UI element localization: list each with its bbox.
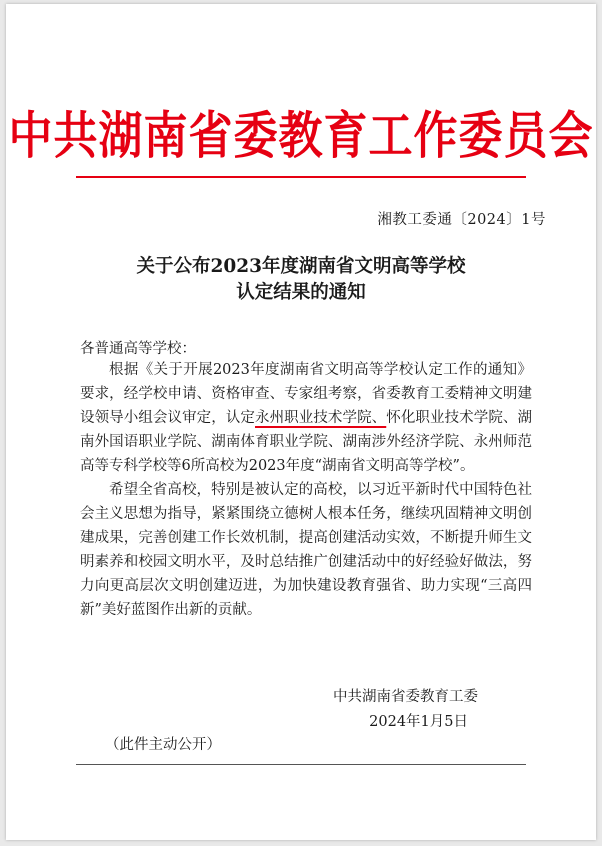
document-page xyxy=(6,4,596,840)
title-line-1: 关于公布2023年度湖南省文明高等学校 xyxy=(136,256,466,277)
body-paragraph-1 xyxy=(80,358,532,478)
letterhead-red-rule xyxy=(76,176,526,178)
greeting: 各普通高等学校： xyxy=(80,341,196,357)
document-title xyxy=(6,254,596,306)
disclosure-note: （此件主动公开） xyxy=(105,737,221,753)
title-line-2: 认定结果的通知 xyxy=(236,282,366,303)
signature: 中共湖南省委教育工委 xyxy=(333,689,478,705)
letterhead-text: 中共湖南省委教育工作委员会 xyxy=(8,106,594,166)
highlighted-school: 永州职业技术学院、 xyxy=(255,410,387,426)
p1-before: 根据《关于开展2023年度湖南省文明高等学校认定工作的通知》要求，经学校申请、资格审查、专家组考察，省委教育工委精神文明建设领导小组会议审定，认定 xyxy=(80,362,532,426)
bottom-rule xyxy=(76,764,526,765)
p1-after: 怀化职业技术学院、湖南外国语职业学院、湖南体育职业学院、湖南涉外经济学院、永州师范高等专科学校等6所高校为2023年度“湖南省文明高等学校”。 xyxy=(80,410,532,474)
letterhead xyxy=(6,94,596,168)
issue-date: 2024年1月5日 xyxy=(369,714,468,730)
body-text xyxy=(80,358,532,622)
document-number: 湘教工委通〔2024〕1号 xyxy=(377,212,546,228)
body-paragraph-2: 希望全省高校，特别是被认定的高校，以习近平新时代中国特色社会主义思想为指导，紧紧围绕立德树人根本任务，继续巩固精神文明创建成果，完善创建工作长效机制，提高创建活动实效，不断提升师生文明素养和校园文明水平，及时总结推广创建活动中的好经验好做法，努力向更高层次文明创建迈进，为加快建设教育强省、助力实现“三高四新”美好蓝图作出新的贡献。 xyxy=(80,482,532,618)
